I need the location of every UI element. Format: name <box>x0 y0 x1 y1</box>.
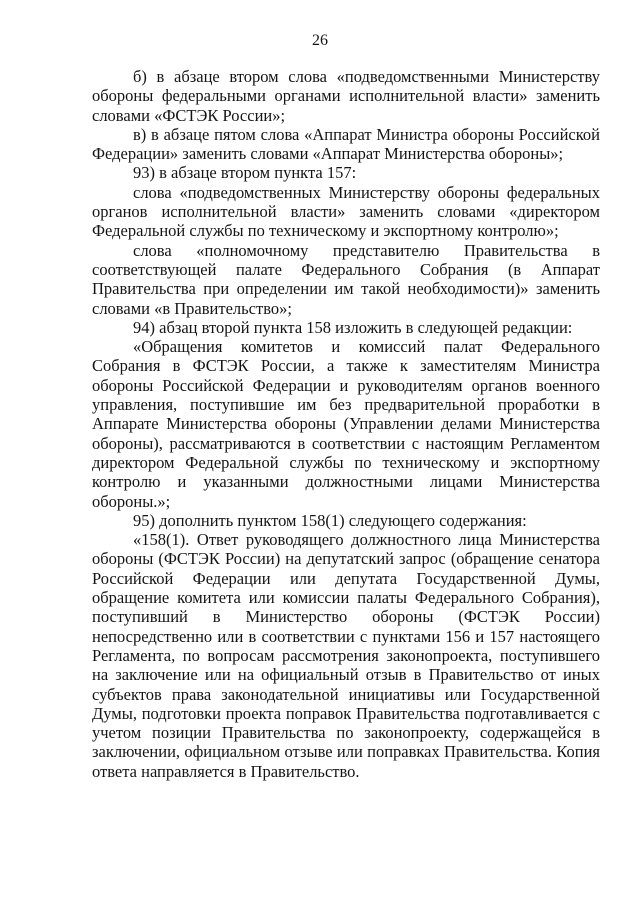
paragraph-b-abzac-vtoroy: б) в абзаце втором слова «подведомственными Министерству обороны федеральными органами исполнительной власти» заменить словами «ФСТЭК России»; <box>92 67 600 125</box>
page-number: 26 <box>312 32 328 49</box>
paragraph-item-94-text: «Обращения комитетов и комиссий палат Федерального Собрания в ФСТЭК России, а также к заместителям Министра обороны Российской Федерации и руководителям органов военного управления, поступившие им без предварительной проработки в Аппарате Министерства обороны (Управлении делами Министерства обороны), рассматриваются в соответствии с настоящим Регламентом директором Федеральной службы по техническому и экспортному контролю и указанными должностными лицами Министерства обороны.»; <box>92 337 600 511</box>
document-body <box>92 67 600 781</box>
paragraph-item-93-words-1: слова «подведомственных Министерству обороны федеральных органов исполнительной власти» заменить словами «директором Федеральной службы по техническому и экспортному контролю»; <box>92 182 600 241</box>
paragraph-item-95: 95) дополнить пунктом 158(1) следующего содержания: <box>133 510 527 530</box>
paragraph-item-94: 94) абзац второй пункта 158 изложить в следующей редакции: <box>133 317 573 337</box>
paragraph-item-93-words-2: слова «полномочному представителю Правительства в соответствующей палате Федерального Собрания (в Аппарат Правительства при определении им такой необходимости)» заменить словами «в Правительство»; <box>92 240 600 318</box>
paragraph-item-95-text: «158(1). Ответ руководящего должностного лица Министерства обороны (ФСТЭК России) на депутатский запрос (обращение сенатора Российской Федерации или депутата Государственной Думы, обращение комитета или комиссии палаты Федерального Собрания), поступивший в Министерство обороны (ФСТЭК России) непосредственно или в соответствии с пунктами 156 и 157 настоящего Регламента, по вопросам рассмотрения законопроекта, поступившего на заключение или на официальный отзыв в Правительство от иных субъектов права законодательной инициативы или Государственной Думы, подготовки проекта поправок Правительства подготавливается с учетом позиции Правительства по законопроекту, содержащейся в заключении, официальном отзыве или поправках Правительства. Копия ответа направляется в Правительство. <box>92 530 600 781</box>
paragraph-v-abzac-pyatyy: в) в абзаце пятом слова «Аппарат Министра обороны Российской Федерации» заменить словами «Аппарат Министерства обороны»; <box>92 124 600 164</box>
paragraph-item-93: 93) в абзаце втором пункта 157: <box>133 163 357 183</box>
